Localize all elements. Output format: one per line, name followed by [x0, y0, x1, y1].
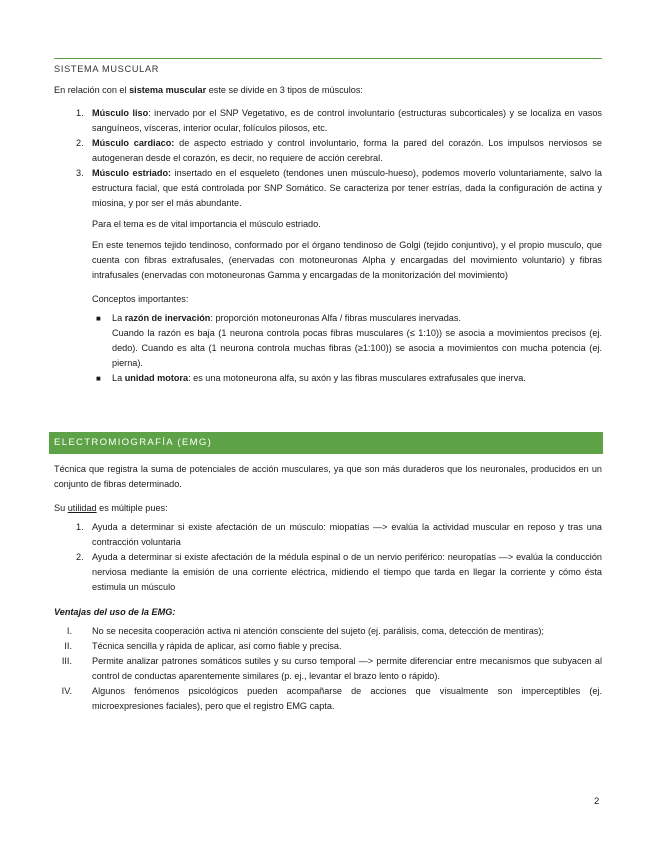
- concepts-list: [54, 311, 602, 386]
- muscle-types-list: [54, 106, 602, 211]
- list-item: 2. Ayuda a determinar si existe afectación de la médula espinal o de un nervio periférico: neuropatías —> evalúa la conducción nerviosa mediante la emisión de una corriente eléctrica, midiendo el tiempo que tarda en llegar la corriente y cómo ésta estimula un músculo: [76, 552, 602, 592]
- page-number: 2: [594, 796, 600, 807]
- list-item: IV. Algunos fenómenos psicológicos pueden acompañarse de acciones que visualmente son imperceptibles (ej. microexpresiones faciales), pero que el registro EMG capta.: [61, 686, 602, 711]
- list-item: 3. Músculo estriado: insertado en el esqueleto (tendones unen músculo-hueso), podemos moverlo voluntariamente, salvo la estructura facial, que está controlada por SNP Somático. Se caracteriza por tener estrías, dada la configuración de actina y miosina, y por ser el más abundante.: [76, 168, 602, 208]
- list-item: 1. Ayuda a determinar si existe afectación de un músculo: miopatías —> evalúa la actividad muscular en reposo y tras una contracción voluntaria: [76, 522, 602, 547]
- advantages-list: [54, 624, 602, 714]
- section-header-bar: ELECTROMIOGRAFÍA (EMG): [49, 432, 603, 454]
- utility-paragraph: Su utilidad es múltiple pues:: [54, 503, 168, 513]
- concepts-label: Conceptos importantes:: [92, 294, 189, 304]
- list-item: III. Permite analizar patrones somáticos sutiles y su curso temporal —> permite diferenciar entre mecanismos que subyacen al control de conductas aparentemente similares (p. ej., levantar el brazo lento o rápido).: [61, 656, 602, 681]
- section-title: SISTEMA MUSCULAR: [54, 58, 602, 77]
- paragraph: Para el tema es de vital importancia el músculo estriado.: [92, 219, 321, 229]
- paragraph: En este tenemos tejido tendinoso, conformado por el órgano tendinoso de Golgi (tejido conjuntivo), y el propio musculo, que cuenta con fibras extrafusales, (enervadas con motoneuronas Alpha y encargadas del movimiento voluntario) y fibras intrafusales (enervadas con motoneuronas Gamma y encargadas de la monitorización del movimiento): [92, 240, 602, 280]
- list-item: II. Técnica sencilla y rápida de aplicar, así como fiable y precisa.: [64, 641, 342, 651]
- intro-paragraph: En relación con el sistema muscular este se divide en 3 tipos de músculos:: [54, 85, 363, 95]
- utility-list: [54, 520, 602, 595]
- section-sistema-muscular: [54, 58, 602, 386]
- list-item: I. No se necesita cooperación activa ni atención consciente del sujeto (ej. parálisis, coma, detección de mentiras);: [66, 626, 544, 636]
- list-item: ■ La unidad motora: es una motoneurona alfa, su axón y las fibras musculares extrafusales que inerva.: [54, 371, 602, 386]
- bullet-icon: ■: [96, 374, 101, 383]
- section-emg: [54, 462, 602, 714]
- list-item: ■ La razón de inervación: proporción motoneuronas Alfa / fibras musculares inervadas. Cuando la razón es baja (1 neurona controla pocas fibras musculares (≤ 1:10)) se asocia a movimientos precisos (ej. dedo). Cuando es alta (1 neurona controla muchas fibras (≥1:100)) se asocia a movimientos con mucha potencia (ej. pierna).: [96, 313, 602, 368]
- list-item: 2. Músculo cardiaco: de aspecto estriado y control involuntario, forma la pared del corazón. Los impulsos nerviosos se autogeneran desde el corazón, es decir, no requiere de acción cerebral.: [76, 138, 602, 163]
- intro-paragraph: Técnica que registra la suma de potenciales de acción musculares, ya que son más duraderos que los neuronales, producidos en un conjunto de fibras determinado.: [54, 464, 602, 489]
- advantages-title: Ventajas del uso de la EMG:: [54, 607, 176, 617]
- bullet-icon: ■: [96, 314, 101, 323]
- list-item: 1. Músculo liso: inervado por el SNP Vegetativo, es de control involuntario (estructuras subcorticales) y se localiza en vasos sanguíneos, vísceras, interior ocular, folículos pilosos, etc.: [76, 108, 602, 133]
